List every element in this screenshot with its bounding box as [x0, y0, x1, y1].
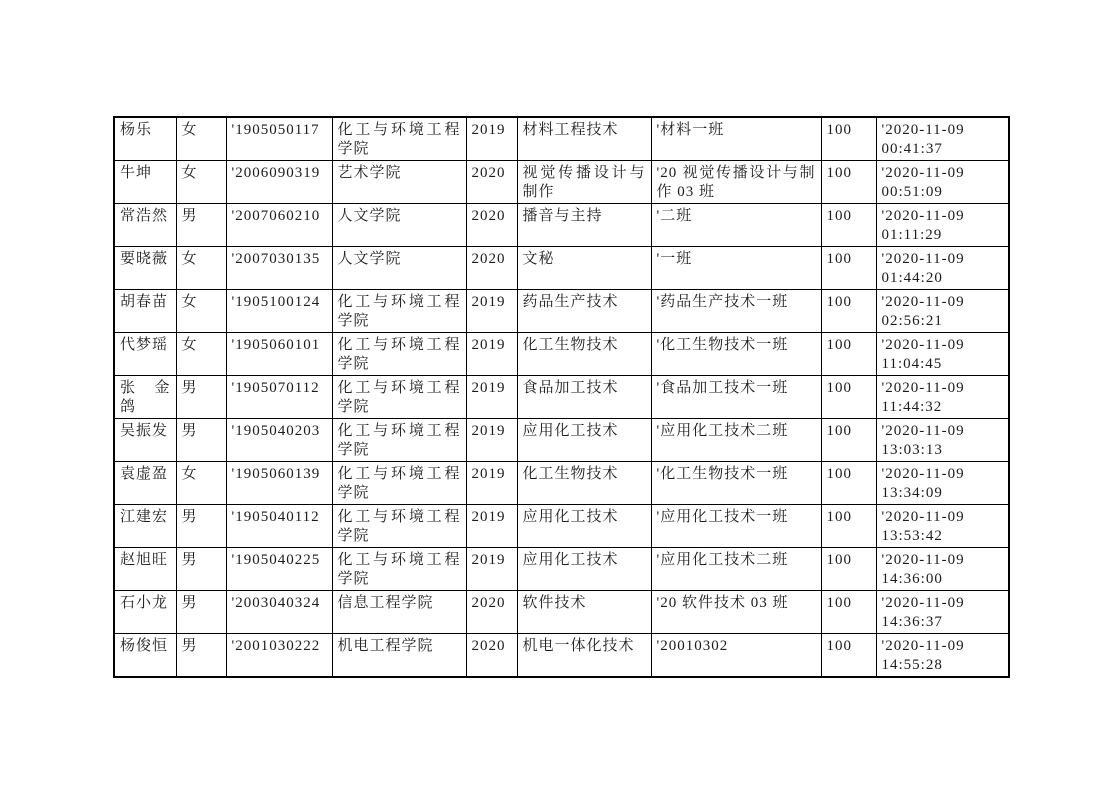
table-row [114, 247, 1009, 290]
cell-student-id: '2006090319 [226, 161, 332, 204]
cell-major: 化工生物技术 [517, 333, 651, 376]
cell-major: 药品生产技术 [517, 290, 651, 333]
cell-college: 化工与环境工程学院 [332, 548, 466, 591]
cell-timestamp: '2020-11-09 14:36:37 [876, 591, 1009, 634]
cell-name: 杨俊恒 [114, 634, 176, 678]
cell-name: 张 金 鸽 [114, 376, 176, 419]
cell-timestamp: '2020-11-09 14:36:00 [876, 548, 1009, 591]
cell-student-id: '2003040324 [226, 591, 332, 634]
cell-year: 2020 [466, 161, 517, 204]
cell-year: 2019 [466, 117, 517, 161]
cell-year: 2020 [466, 591, 517, 634]
cell-year: 2020 [466, 247, 517, 290]
cell-major: 视觉传播设计与制作 [517, 161, 651, 204]
cell-college: 人文学院 [332, 247, 466, 290]
table-row [114, 333, 1009, 376]
cell-timestamp: '2020-11-09 13:53:42 [876, 505, 1009, 548]
cell-gender: 女 [176, 117, 226, 161]
cell-year: 2019 [466, 462, 517, 505]
cell-gender: 男 [176, 204, 226, 247]
cell-college: 人文学院 [332, 204, 466, 247]
cell-major: 机电一体化技术 [517, 634, 651, 678]
cell-college: 化工与环境工程学院 [332, 505, 466, 548]
cell-major: 应用化工技术 [517, 548, 651, 591]
cell-score: 100 [821, 591, 876, 634]
cell-year: 2020 [466, 204, 517, 247]
cell-student-id: '2001030222 [226, 634, 332, 678]
table-row [114, 204, 1009, 247]
cell-year: 2019 [466, 419, 517, 462]
table-row [114, 591, 1009, 634]
cell-college: 机电工程学院 [332, 634, 466, 678]
cell-name: 牛坤 [114, 161, 176, 204]
cell-timestamp: '2020-11-09 13:34:09 [876, 462, 1009, 505]
cell-student-id: '1905050117 [226, 117, 332, 161]
cell-year: 2019 [466, 548, 517, 591]
cell-year: 2019 [466, 505, 517, 548]
cell-college: 化工与环境工程学院 [332, 376, 466, 419]
cell-name: 江建宏 [114, 505, 176, 548]
cell-name: 袁虚盈 [114, 462, 176, 505]
cell-college: 化工与环境工程学院 [332, 117, 466, 161]
cell-year: 2019 [466, 376, 517, 419]
student-records-table [113, 116, 1010, 678]
cell-major: 食品加工技术 [517, 376, 651, 419]
table-row [114, 462, 1009, 505]
table-row [114, 117, 1009, 161]
cell-student-id: '1905100124 [226, 290, 332, 333]
cell-student-id: '1905040112 [226, 505, 332, 548]
cell-student-id: '1905040225 [226, 548, 332, 591]
table-row [114, 161, 1009, 204]
cell-college: 化工与环境工程学院 [332, 462, 466, 505]
cell-score: 100 [821, 290, 876, 333]
cell-major: 应用化工技术 [517, 419, 651, 462]
cell-class: '二班 [651, 204, 821, 247]
cell-score: 100 [821, 419, 876, 462]
cell-name: 赵旭旺 [114, 548, 176, 591]
cell-gender: 男 [176, 376, 226, 419]
cell-year: 2019 [466, 290, 517, 333]
table-row [114, 634, 1009, 678]
cell-major: 文秘 [517, 247, 651, 290]
cell-college: 化工与环境工程学院 [332, 333, 466, 376]
cell-score: 100 [821, 634, 876, 678]
cell-timestamp: '2020-11-09 01:11:29 [876, 204, 1009, 247]
cell-class: '一班 [651, 247, 821, 290]
cell-name: 常浩然 [114, 204, 176, 247]
cell-major: 材料工程技术 [517, 117, 651, 161]
cell-timestamp: '2020-11-09 01:44:20 [876, 247, 1009, 290]
cell-student-id: '1905070112 [226, 376, 332, 419]
cell-gender: 男 [176, 419, 226, 462]
cell-gender: 女 [176, 333, 226, 376]
cell-name: 要晓薇 [114, 247, 176, 290]
table-body [114, 117, 1009, 677]
cell-name: 胡春苗 [114, 290, 176, 333]
cell-college: 艺术学院 [332, 161, 466, 204]
cell-student-id: '1905040203 [226, 419, 332, 462]
cell-score: 100 [821, 161, 876, 204]
cell-student-id: '2007030135 [226, 247, 332, 290]
cell-name: 石小龙 [114, 591, 176, 634]
cell-class: '材料一班 [651, 117, 821, 161]
cell-score: 100 [821, 247, 876, 290]
cell-gender: 男 [176, 634, 226, 678]
cell-class: '应用化工技术二班 [651, 548, 821, 591]
cell-timestamp: '2020-11-09 14:55:28 [876, 634, 1009, 678]
cell-class: '化工生物技术一班 [651, 333, 821, 376]
cell-student-id: '1905060139 [226, 462, 332, 505]
cell-class: '化工生物技术一班 [651, 462, 821, 505]
cell-timestamp: '2020-11-09 00:41:37 [876, 117, 1009, 161]
cell-class: '20 软件技术 03 班 [651, 591, 821, 634]
cell-class: '应用化工技术二班 [651, 419, 821, 462]
cell-gender: 女 [176, 290, 226, 333]
cell-gender: 男 [176, 548, 226, 591]
table-row [114, 290, 1009, 333]
cell-score: 100 [821, 376, 876, 419]
cell-gender: 女 [176, 161, 226, 204]
cell-timestamp: '2020-11-09 00:51:09 [876, 161, 1009, 204]
cell-score: 100 [821, 548, 876, 591]
cell-timestamp: '2020-11-09 02:56:21 [876, 290, 1009, 333]
cell-major: 化工生物技术 [517, 462, 651, 505]
cell-student-id: '2007060210 [226, 204, 332, 247]
cell-year: 2020 [466, 634, 517, 678]
cell-timestamp: '2020-11-09 13:03:13 [876, 419, 1009, 462]
table-row [114, 376, 1009, 419]
cell-gender: 女 [176, 462, 226, 505]
cell-major: 播音与主持 [517, 204, 651, 247]
table-row [114, 419, 1009, 462]
cell-student-id: '1905060101 [226, 333, 332, 376]
cell-name: 吴振发 [114, 419, 176, 462]
cell-score: 100 [821, 204, 876, 247]
cell-score: 100 [821, 333, 876, 376]
cell-name: 代梦瑶 [114, 333, 176, 376]
cell-college: 信息工程学院 [332, 591, 466, 634]
cell-score: 100 [821, 462, 876, 505]
cell-major: 软件技术 [517, 591, 651, 634]
cell-college: 化工与环境工程学院 [332, 290, 466, 333]
cell-gender: 男 [176, 591, 226, 634]
cell-class: '20010302 [651, 634, 821, 678]
cell-timestamp: '2020-11-09 11:44:32 [876, 376, 1009, 419]
cell-score: 100 [821, 505, 876, 548]
cell-class: '药品生产技术一班 [651, 290, 821, 333]
cell-major: 应用化工技术 [517, 505, 651, 548]
cell-class: '应用化工技术一班 [651, 505, 821, 548]
cell-timestamp: '2020-11-09 11:04:45 [876, 333, 1009, 376]
table-row [114, 548, 1009, 591]
cell-gender: 男 [176, 505, 226, 548]
cell-gender: 女 [176, 247, 226, 290]
cell-college: 化工与环境工程学院 [332, 419, 466, 462]
cell-name: 杨乐 [114, 117, 176, 161]
table-row [114, 505, 1009, 548]
cell-score: 100 [821, 117, 876, 161]
cell-class: '食品加工技术一班 [651, 376, 821, 419]
cell-year: 2019 [466, 333, 517, 376]
cell-class: '20 视觉传播设计与制作 03 班 [651, 161, 821, 204]
